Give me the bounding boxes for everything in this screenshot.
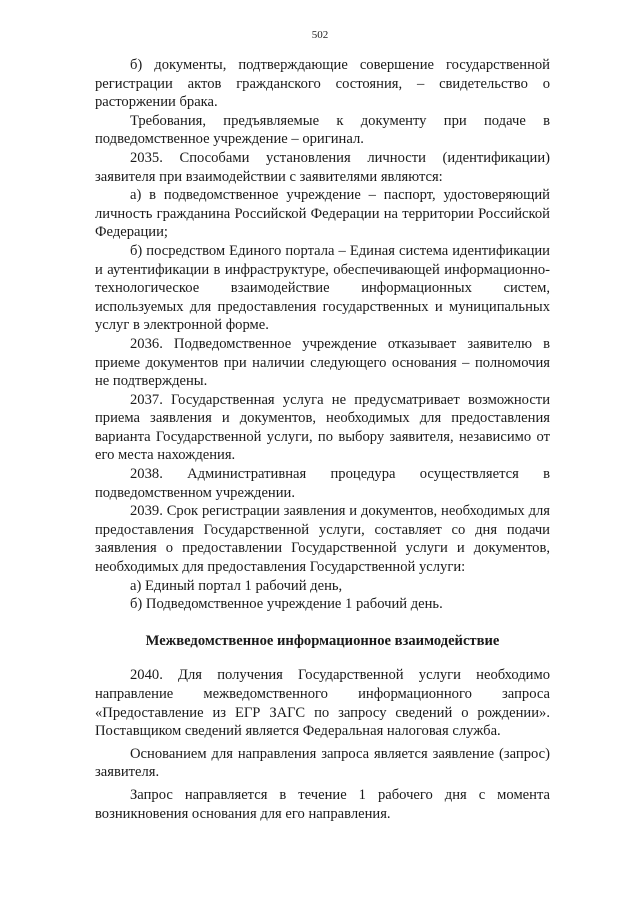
section-2038: 2038. Административная процедура осуществляется в подведомственном учреждении. — [95, 466, 550, 501]
section-2036: 2036. Подведомственное учреждение отказывает заявителю в приеме документов при наличии следующего основания – полномочия не подтверждены. — [95, 335, 550, 390]
list-item-2035-a: а) в подведомственное учреждение – паспорт, удостоверяющий личность гражданина Российской Федерации на территории Российской Федерации; — [95, 187, 550, 241]
list-item-2039-a: а) Единый портал 1 рабочий день, — [130, 577, 343, 594]
section-2037: 2037. Государственная услуга не предусматривает возможности приема заявления и документов, необходимых для предоставления варианта Государственной услуги, по выбору заявителя, независимо от его места нахождения. — [95, 391, 550, 464]
section-heading: Межведомственное информационное взаимодействие — [145, 632, 500, 649]
section-2040: 2040. Для получения Государственной услуги необходимо направление межведомственного информационного запроса «Предоставление из ЕГР ЗАГС по запросу сведений о рождении». Поставщиком сведений является Федеральная налоговая служба. — [95, 667, 550, 740]
paragraph-request-timing: Запрос направляется в течение 1 рабочего дня с момента возникновения основания для его направления. — [95, 786, 550, 822]
paragraph-documents-divorce: б) документы, подтверждающие совершение государственной регистрации актов гражданского состояния, – свидетельство о расторжении брака. — [95, 57, 550, 111]
page-number: 502 — [311, 29, 329, 41]
paragraph-basis-request: Основанием для направления запроса является заявление (запрос) заявителя. — [95, 745, 550, 781]
document-body — [95, 56, 550, 823]
list-item-2035-b: б) посредством Единого портала – Единая система идентификации и аутентификации в инфраструктуре, обеспечивающей информационно-технологическое взаимодействие информационных систем, используемых для предоставления государственных и муниципальных услуг в электронной форме. — [95, 242, 550, 334]
section-2039: 2039. Срок регистрации заявления и документов, необходимых для предоставления Государственной услуги, составляет со дня подачи заявления о предоставлении Государственной услуги и документов, необходимых для предоставления Государственной услуги: — [95, 503, 550, 576]
paragraph-requirements-original: Требования, предъявляемые к документу при подаче в подведомственное учреждение – оригинал. — [95, 112, 550, 148]
list-item-2039-b: б) Подведомственное учреждение 1 рабочий день. — [130, 596, 443, 613]
section-2035: 2035. Способами установления личности (идентификации) заявителя при взаимодействии с заявителями являются: — [95, 149, 550, 185]
